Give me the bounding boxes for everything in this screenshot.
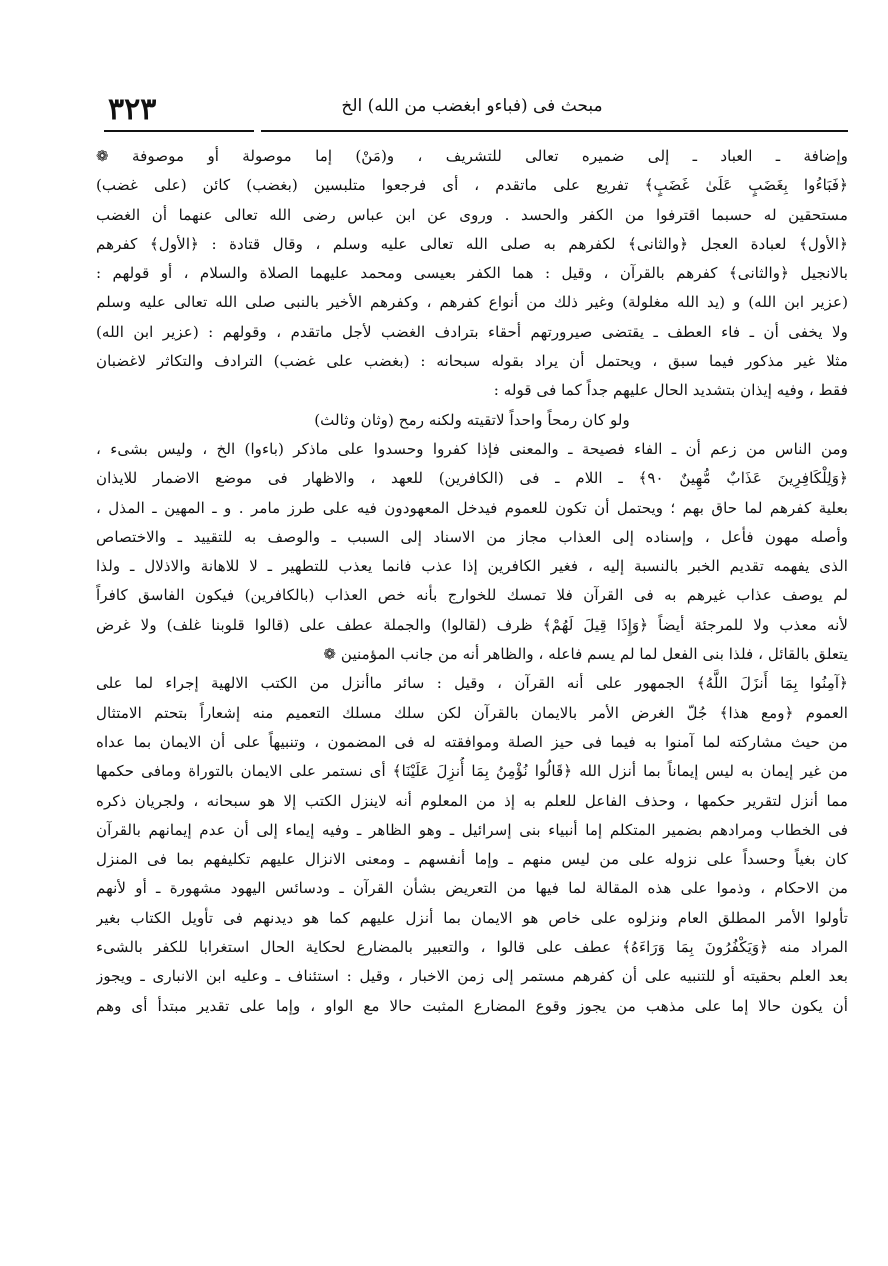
text-line: ﴿فَبَاءُوا بِغَضَبٍ عَلَىٰ غَضَبٍ﴾ تفريع على ماتقدم ، أى فرجعوا متلبسين (بغضب) كائن (على غضب)	[96, 176, 848, 195]
text-line: أن يكون حالا إما على مذهب من يجوز وقوع المضارع المثبت حالا مع الواو ، وإما على تقدير مبتدأ أى وهم	[96, 996, 848, 1015]
text-line: بعلية كفرهم لما حاق بهم ؛ ويحتمل أن تكون للعموم فيدخل المعهودون فيه على طرز مامر . و ـ المهين ـ المذل ،	[96, 498, 848, 517]
text-line: ﴿آمِنُوا بِمَا أَنزَلَ اللَّهُ﴾ الجمهور على أنه القرآن ، وقيل : سائر ماأنزل من الكتب الالهية إجراء لما على	[96, 674, 848, 693]
text-line: ﴿الأول﴾ لعبادة العجل ﴿والثانى﴾ لكفرهم به صلى الله تعالى عليه وسلم ، وقال قتادة : ﴿الأول﴾ كفرهم	[96, 234, 848, 253]
text-line: ومن الناس من زعم أن ـ الفاء فصيحة ـ والمعنى فإذا كفروا وحسدوا على ماذكر (باءوا) الخ ، وليس بشىء ،	[96, 439, 848, 458]
text-line: لأنه معذب ولا للمرجئة أيضاً ﴿وَإِذَا قِيلَ لَهُمْ﴾ ظرف (لقالوا) والجملة عطف على (قالوا قلوبنا غلف) ولا غرض	[96, 615, 848, 634]
text-line: مستحقين له حسبما اقترفوا من الكفر والحسد . وروى عن ابن عباس رضى الله تعالى عنهما أن الغضب	[96, 205, 848, 224]
text-line: بعد العلم بحقيته أو للتنبيه على أن كفرهم مستمر إلى زمن الاخبار ، وقيل : استئناف ـ وعليه ابن الانبارى ـ ويجوز	[96, 967, 848, 986]
text-line: يتعلق بالقائل ، فلذا بنى الفعل لما لم يسم فاعله ، والظاهر أنه من جانب المؤمنين ❁	[323, 645, 848, 664]
text-line: كان بغياً وحسداً على نزوله على من ليس منهم ـ وإما أنفسهم ـ ومعنى الانزال عليهم تكليفهم بما فى المنزل	[96, 850, 848, 869]
body-text	[96, 142, 848, 1021]
text-line: فقط ، وفيه إيذان بتشديد الحال عليهم جداً كما فى قوله :	[493, 381, 848, 400]
text-line: وإضافة ـ العباد ـ إلى ضميره تعالى للتشريف ، و(مَنْ) إما موصولة أو موصوفة ❁	[96, 147, 848, 165]
text-line: تأولوا الأمر المطلق العام ونزلوه على خاص هو الايمان بما أنزل عليهم كما هو ديدنهم فى تأويل الكتاب بغير	[96, 908, 848, 927]
text-line: وأصله مهون فأعل ، وإسناده إلى العذاب مجاز من الاسناد إلى السبب ـ والوصف به للتقييد ـ والاختصاص	[96, 527, 848, 546]
header-rule-left	[104, 130, 254, 132]
text-line: (عزير ابن الله) و (يد الله مغلولة) وغير ذلك من أنواع كفرهم ، وكفرهم الأخير بالنبى صلى الله تعالى عليه وسلم	[96, 293, 848, 312]
text-line: ولا يخفى أن ـ فاء العطف ـ يقتضى صيرورتهم أحقاء بترادف الغضب لأجل ماتقدم ، وقولهم : (عزير ابن الله)	[96, 322, 848, 341]
text-line: مثلا غير مذكور فيما سبق ، ويحتمل أن يراد بقوله سبحانه : (بغضب على غضب) الترادف والتكاثر لاغضبان	[96, 352, 848, 371]
poetry-verse: ولو كان رمحاً واحداً لاتقيته ولكنه رمح (وثان وثالث)	[314, 410, 630, 429]
text-line: الذى يفهمه تقديم الخبر بالنسبة إليه ، فغير الكافرين إذا عذب فانما يعذب للتطهير ـ لا للاهانة والاذلال ـ ولذا	[96, 557, 848, 576]
page-header	[96, 90, 848, 128]
text-line: فى الخطاب ومرادهم بضمير المتكلم إما أنبياء بنى إسرائيل ـ وهو الظاهر ـ وفيه إيماء إلى أن عدم إيمانهم بالقرآن	[96, 820, 848, 839]
text-line: من غير إيمان به ليس إيماناً بما أنزل الله ﴿قَالُوا نُؤْمِنُ بِمَا أُنزِلَ عَلَيْنَا﴾ أى نستمر على الايمان بالتوراة ومافى حكمها	[96, 762, 848, 781]
text-line: ﴿وَلِلْكَافِرِينَ عَذَابٌ مُّهِينٌ ٩٠﴾ ـ اللام ـ فى (الكافرين) للعهد ، والاظهار فى موضع الاضمار للايذان	[96, 469, 848, 488]
text-line: مما أنزل لتقرير حكمها ، وحذف الفاعل للعلم به إذ من المعلوم أنه لاينزل الكتب إلا هو سبحانه ، ولجريان ذكره	[96, 791, 848, 810]
text-line: من الاحكام ، وذموا على هذه المقالة لما فيها من التعريض بشأن القرآن ـ ودسائس اليهود مشهورة ـ أو لأنهم	[96, 879, 848, 898]
page-number: ٣٢٣	[108, 92, 157, 127]
text-line: المراد منه ﴿وَيَكْفُرُونَ بِمَا وَرَاءَهُ﴾ عطف على قالوا ، والتعبير بالمضارع لحكاية الحال استغرابا للكفر بالشىء	[96, 938, 848, 957]
text-line: من حيث مشاركته لما آمنوا به فيما فى حيز الصلة وموافقته له فى المضمون ، وتنبيهاً على أن الايمان بما عداه	[96, 732, 848, 751]
header-rule-right	[261, 130, 848, 132]
running-title: مبحث فى (فباءو ابغضب من الله) الخ	[341, 96, 603, 116]
text-line: لم يوصف عذاب غيرهم به فى القرآن فلا تمسك للخوارج بأنه خص العذاب (بالكافرين) فيكون الفاسق كافراً	[96, 586, 848, 605]
text-line: بالانجيل ﴿والثانى﴾ كفرهم بالقرآن ، وقيل : هما الكفر بعيسى ومحمد عليهما الصلاة والسلام ، أو قولهم :	[96, 264, 848, 283]
book-page	[96, 90, 848, 1015]
text-line: العموم ﴿ومع هذا﴾ جُلّ الغرض الأمر بالايمان بالقرآن لكن سلك مسلك التعميم منه إشعاراً بتحتم الامتثال	[96, 703, 848, 722]
